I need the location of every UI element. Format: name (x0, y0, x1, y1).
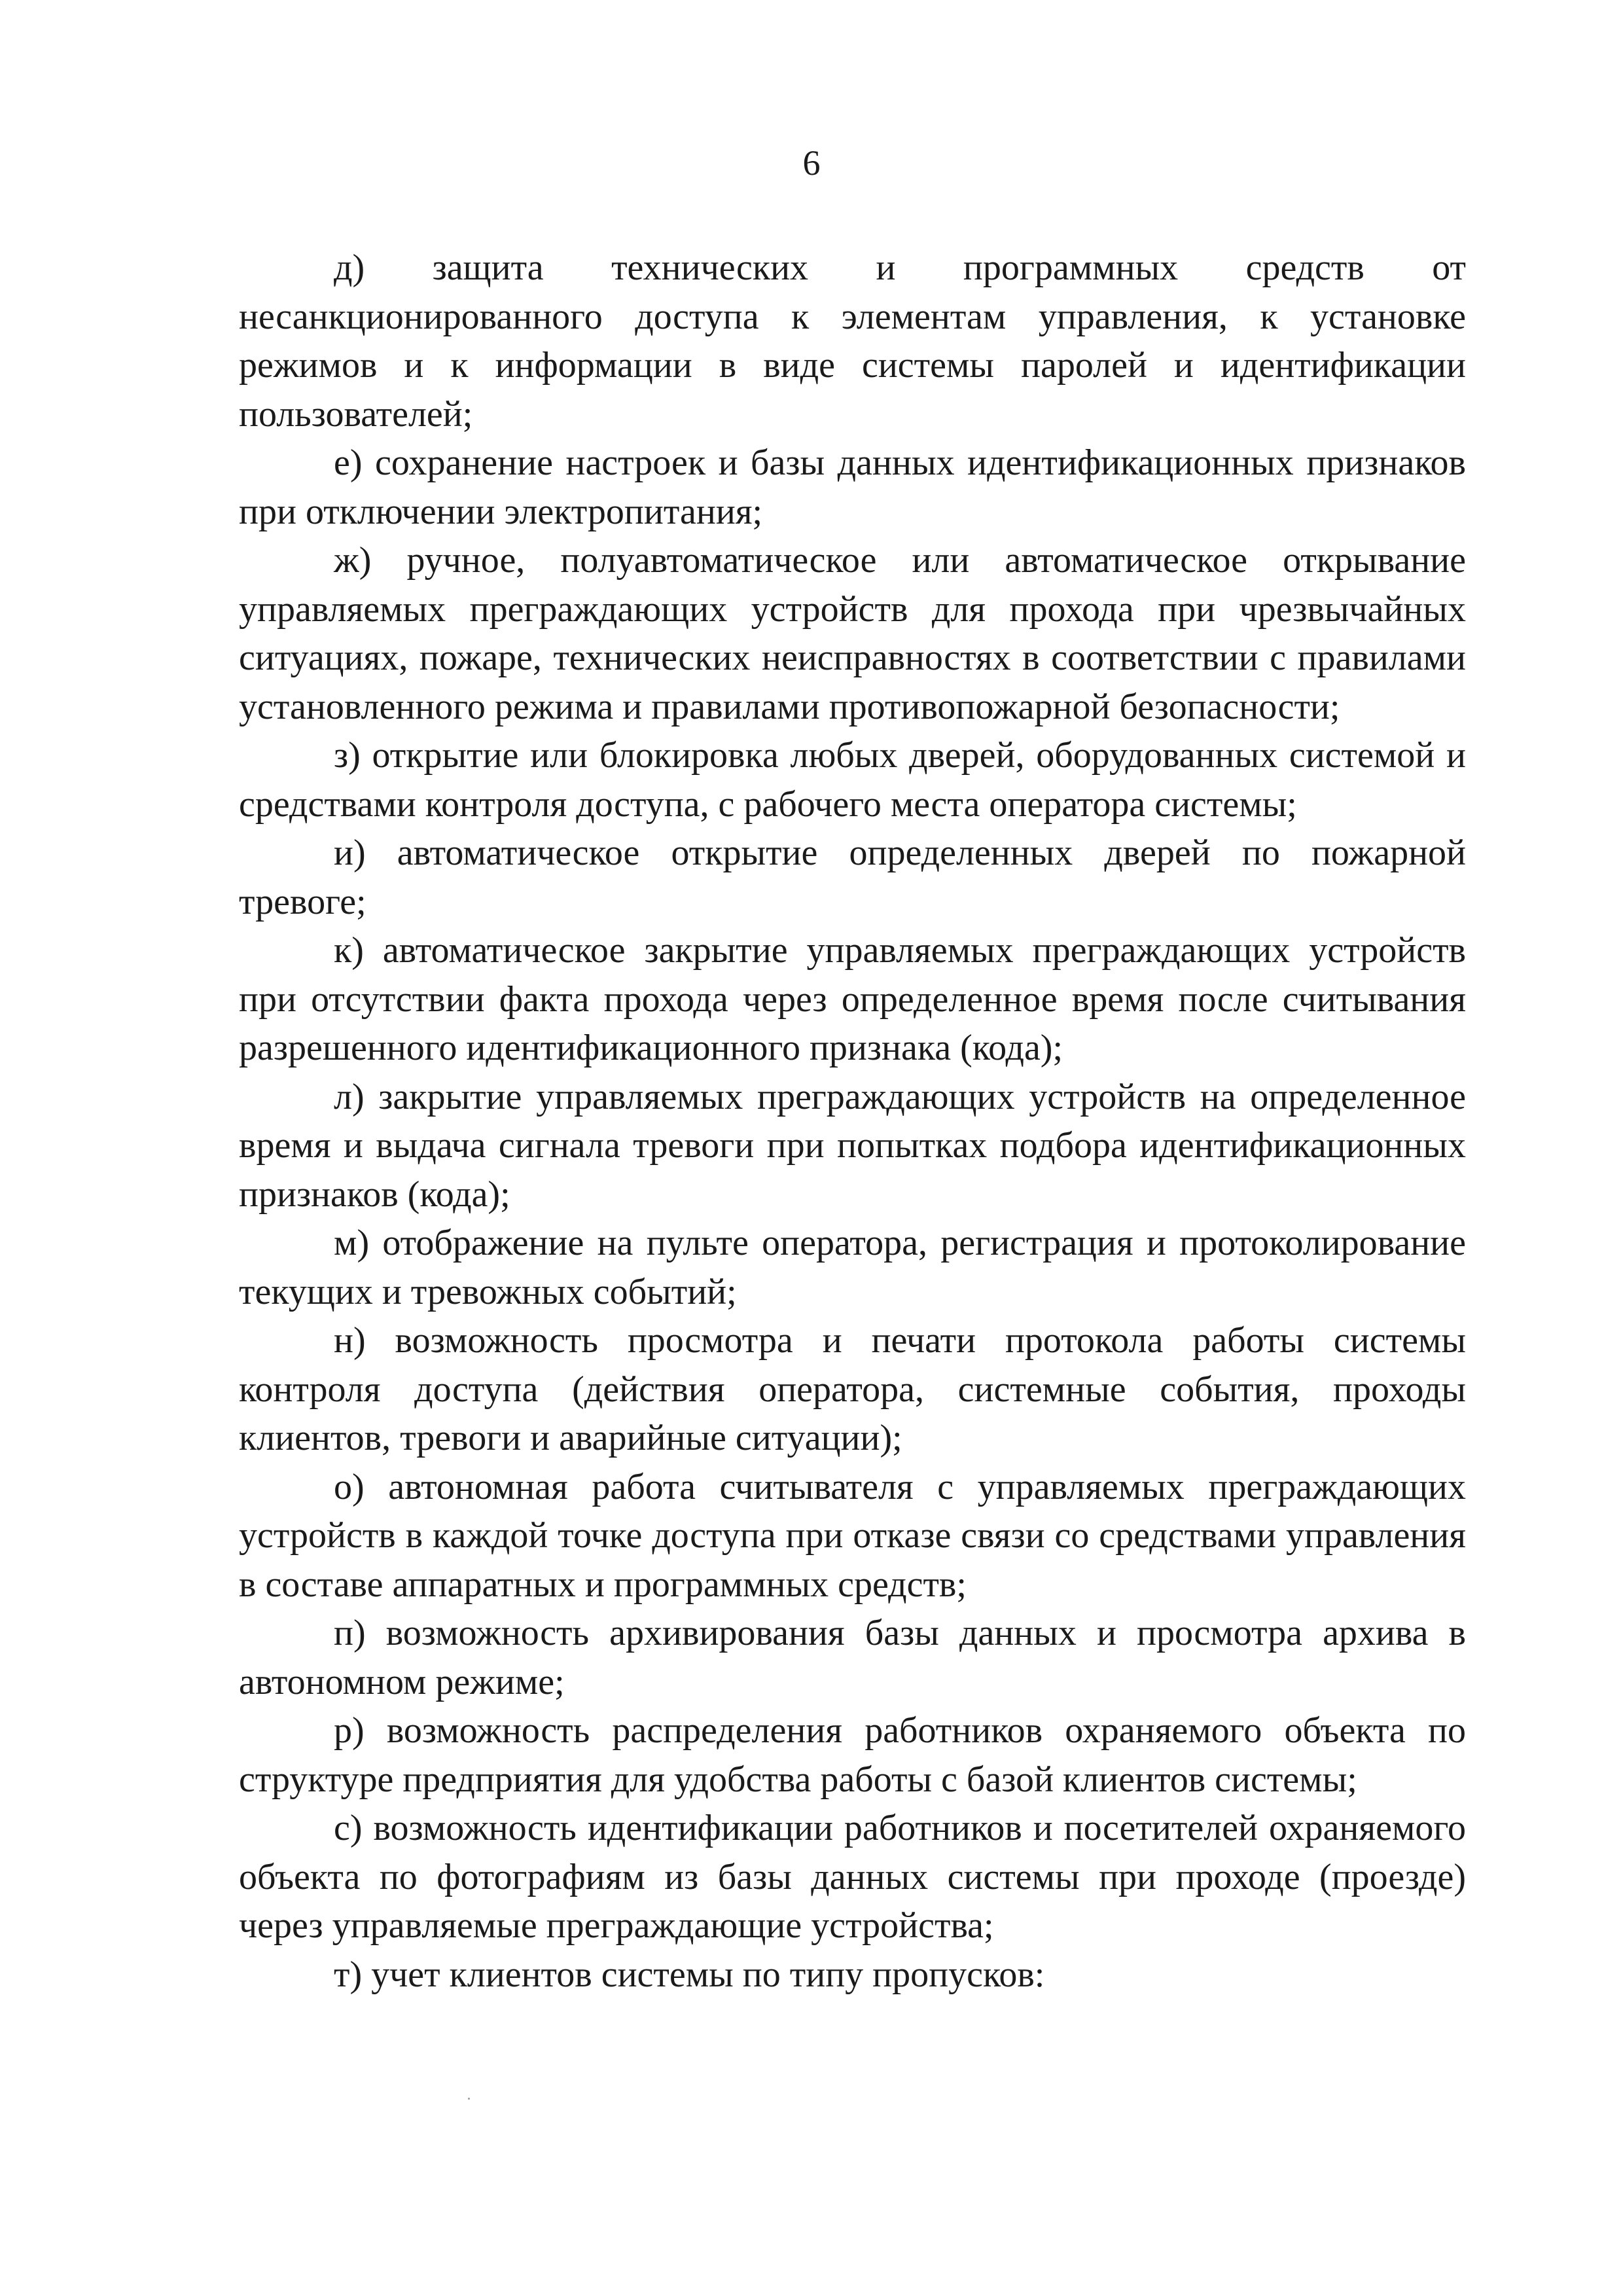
page-number: 6 (802, 143, 821, 183)
list-item-l: л) закрытие управляемых преграждающих устройств на определенное время и выдача сигнала тревоги при попытках подбора идентификационных признаков (кода); (239, 1076, 1466, 1215)
list-item-i: и) автоматическое открытие определенных дверей по пожарной тревоге; (239, 833, 1466, 922)
list-item-s: с) возможность идентификации работников и посетителей охраняемого объекта по фотографиям из базы данных системы при проходе (проезде) через управляемые преграждающие устройства; (239, 1808, 1466, 1946)
list-item-p: п) возможность архивирования базы данных и просмотра архива в автономном режиме; (239, 1613, 1466, 1702)
list-item-z: з) открытие или блокировка любых дверей, оборудованных системой и средствами контроля доступа, с рабочего места оператора системы; (239, 735, 1466, 825)
list-item-o: о) автономная работа считывателя с управляемых преграждающих устройств в каждой точке доступа при отказе связи со средствами управления в составе аппаратных и программных средств; (239, 1466, 1466, 1605)
list-item-zh: ж) ручное, полуавтоматическое или автоматическое открывание управляемых преграждающих устройств для прохода при чрезвычайных ситуациях, пожаре, технических неисправностях в соответствии с правилами установленного режима и правилами противопожарной безопасности; (239, 540, 1466, 727)
scan-speck (468, 2098, 470, 2100)
list-item-m: м) отображение на пульте оператора, регистрация и протоколирование текущих и тревожных событий; (239, 1223, 1466, 1312)
document-body (239, 243, 1466, 1999)
list-item-n: н) возможность просмотра и печати протокола работы системы контроля доступа (действия оператора, системные события, проходы клиентов, тревоги и аварийные ситуации); (239, 1320, 1466, 1458)
list-item-k: к) автоматическое закрытие управляемых преграждающих устройств при отсутствии факта прохода через определенное время после считывания разрешенного идентификационного признака (кода); (239, 930, 1466, 1068)
list-item-d: д) защита технических и программных средств от несанкционированного доступа к элементам управления, к установке режимов и к информации в виде системы паролей и идентификации пользователей; (239, 247, 1466, 435)
list-item-t: т) учет клиентов системы по типу пропусков: (334, 1954, 1045, 1995)
list-item-r: р) возможность распределения работников охраняемого объекта по структуре предприятия для удобства работы с базой клиентов системы; (239, 1710, 1466, 1800)
list-item-e: е) сохранение настроек и базы данных идентификационных признаков при отключении электропитания; (239, 442, 1466, 532)
